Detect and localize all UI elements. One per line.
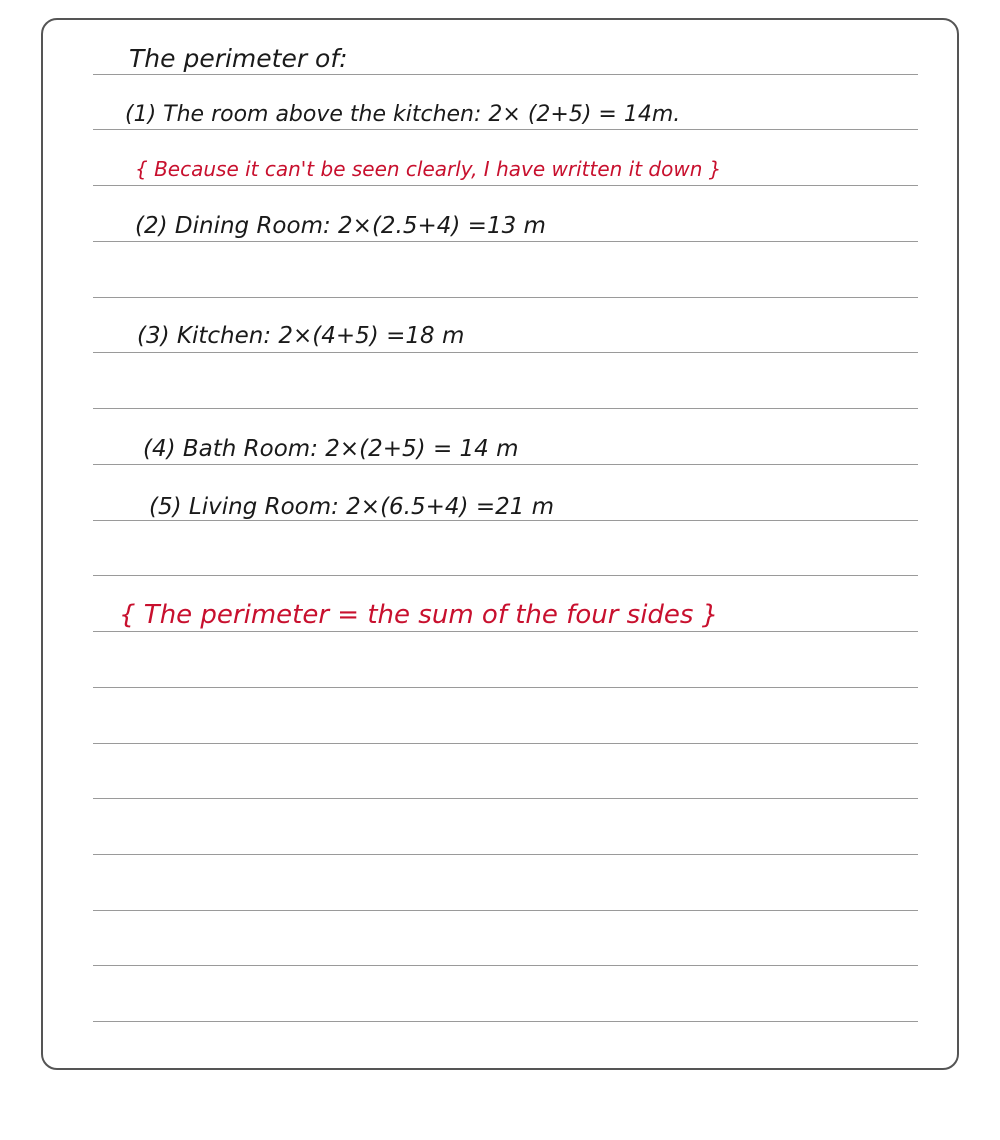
item-5-text: (5) Living Room: 2×(6.5+4) =21 m — [149, 494, 555, 520]
ruled-line — [93, 408, 918, 409]
ruled-line — [93, 129, 918, 130]
ruled-line — [93, 743, 918, 744]
ruled-line — [93, 687, 918, 688]
ruled-line — [93, 464, 918, 465]
item-1-text: (1) The room above the kitchen: 2× (2+5) = 14m. — [125, 102, 681, 127]
heading-text: The perimeter of: — [129, 44, 348, 73]
ruled-line — [93, 241, 918, 242]
notebook-page — [41, 18, 959, 1070]
ruled-line — [93, 74, 918, 75]
ruled-line — [93, 297, 918, 298]
item-4-text: (4) Bath Room: 2×(2+5) = 14 m — [143, 436, 519, 462]
note-1-text: { Because it can't be seen clearly, I have written it down } — [135, 157, 722, 181]
ruled-line — [93, 631, 918, 632]
ruled-line — [93, 965, 918, 966]
ruled-line — [93, 1021, 918, 1022]
ruled-line — [93, 910, 918, 911]
item-3-text: (3) Kitchen: 2×(4+5) =18 m — [137, 323, 465, 349]
ruled-line — [93, 185, 918, 186]
ruled-line — [93, 798, 918, 799]
ruled-line — [93, 854, 918, 855]
note-2-text: { The perimeter = the sum of the four sides } — [119, 600, 719, 630]
item-2-text: (2) Dining Room: 2×(2.5+4) =13 m — [135, 213, 546, 239]
ruled-line — [93, 575, 918, 576]
ruled-line — [93, 520, 918, 521]
ruled-line — [93, 352, 918, 353]
